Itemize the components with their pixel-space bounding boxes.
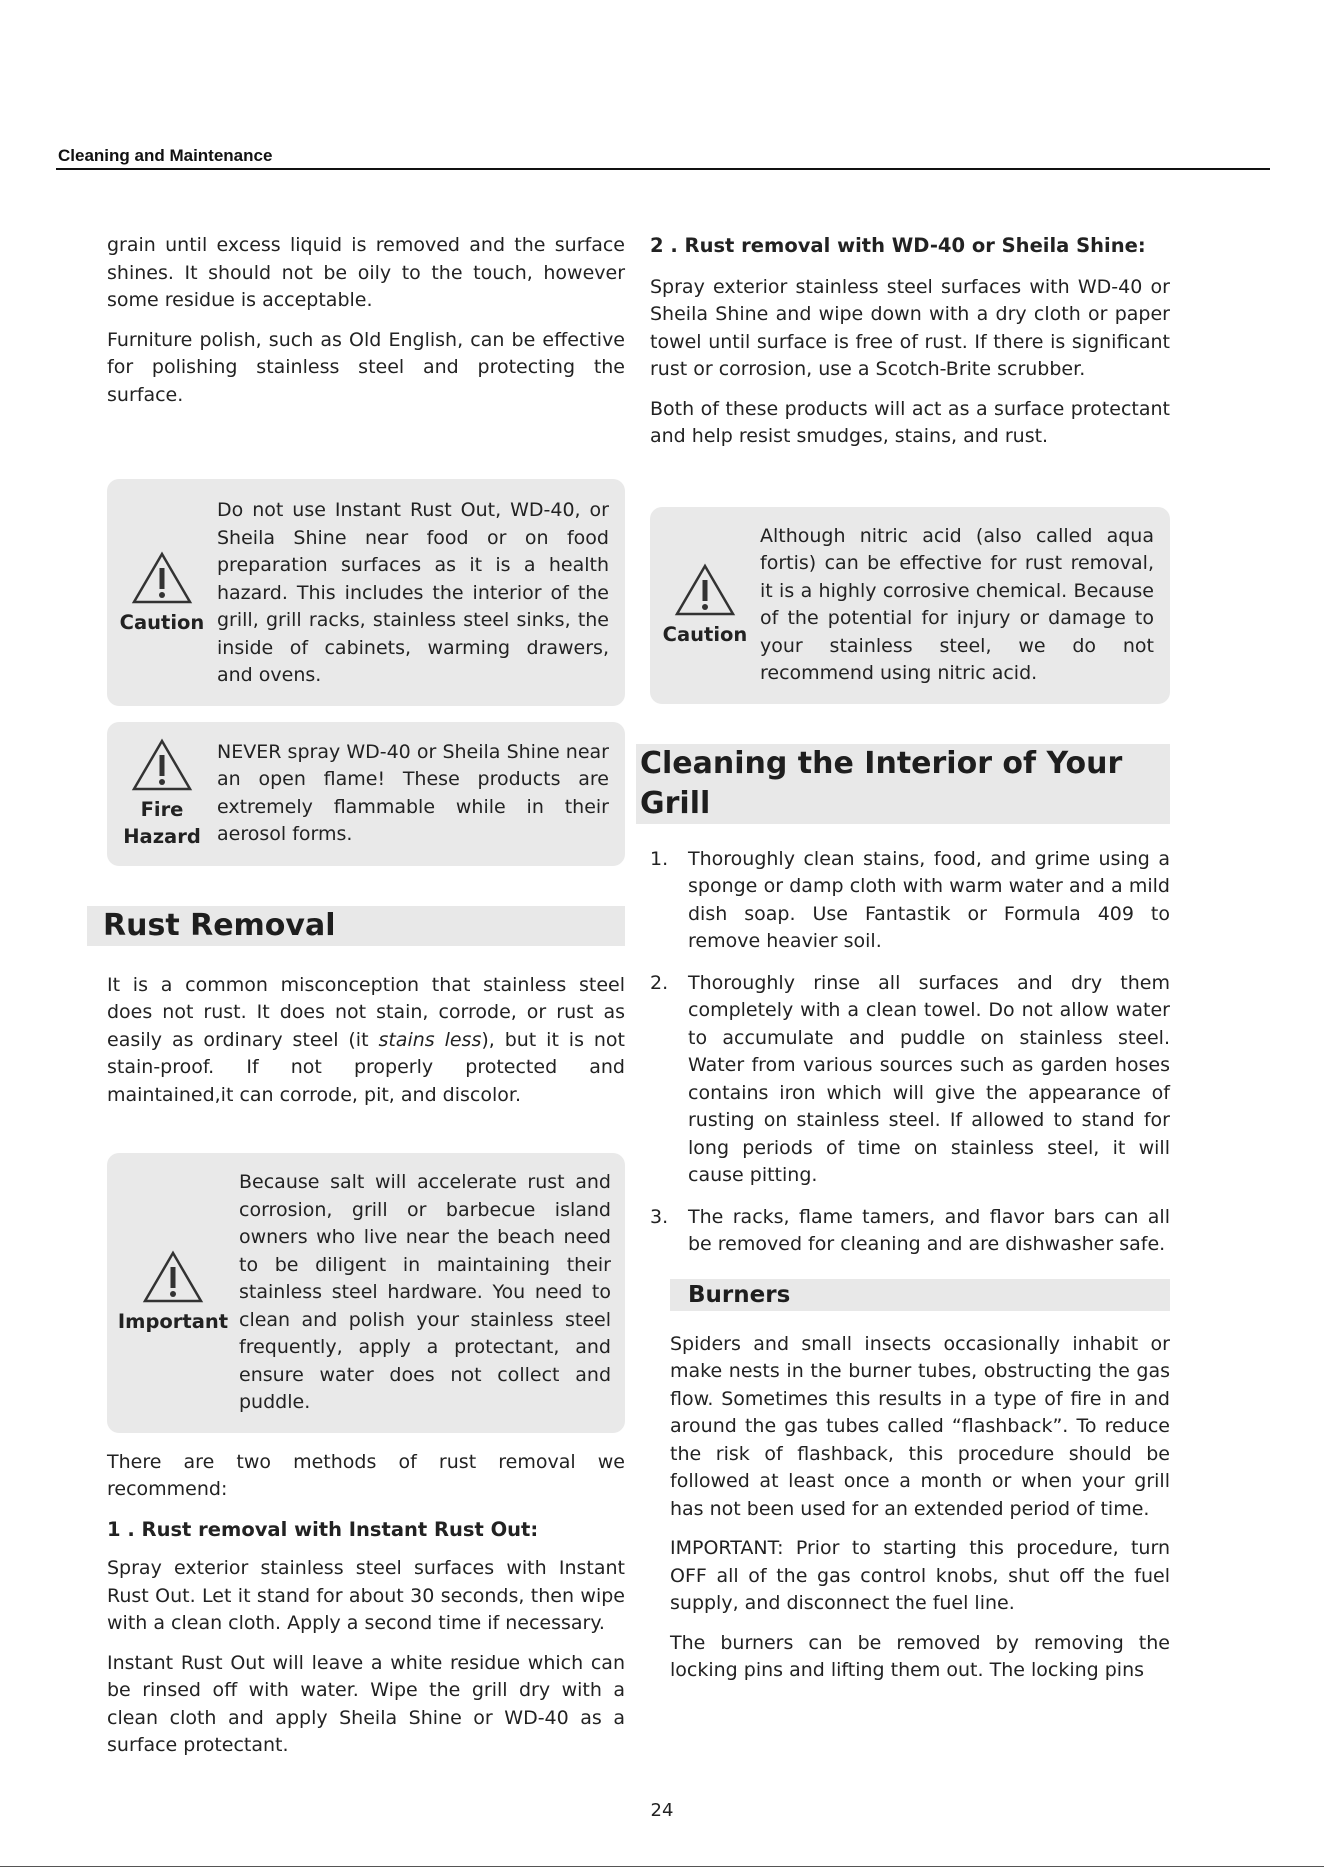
warning-triangle-icon: [674, 563, 736, 617]
caution-notice-food: [107, 479, 625, 706]
paragraph-burners-removal: The burners can be removed by removing the locking pins and lifting them out. The locking pins: [670, 1631, 1170, 1681]
fire-hazard-text: NEVER spray WD-40 or Sheila Shine near an open flame! These products are extremely flammable while in their aerosol forms.: [217, 740, 609, 845]
paragraph-grain: grain until excess liquid is removed and the surface shines. It should not be oily to the touch, however some residue is acceptable.: [107, 234, 625, 311]
list-item: 1. Thoroughly clean stains, food, and grime using a sponge or damp cloth with warm water and a mild dish soap. Use Fantastik or Formula 409 to remove heavier soil.: [650, 847, 1170, 952]
right-column: [640, 232, 1170, 1697]
interior-heading: Cleaning the Interior of Your Grill: [636, 744, 1170, 824]
important-text: Because salt will accelerate rust and corrosion, grill or barbecue island owners who live near the beach need to be diligent in maintaining their stainless steel hardware. You need to clean and polish your stainless steel frequently, apply a protectant, and ensure water does not collect and puddle.: [239, 1171, 611, 1413]
paragraph-method1-spray: Spray exterior stainless steel surfaces with Instant Rust Out. Let it stand for about 30 seconds, then wipe with a clean cloth. Apply a second time if necessary.: [107, 1557, 625, 1634]
method1-title: 1 . Rust removal with Instant Rust Out:: [107, 1517, 539, 1541]
paragraph-method1-residue: Instant Rust Out will leave a white residue which can be rinsed off with water. Wipe the grill dry with a clean cloth and apply Sheila Shine or WD-40 as a surface protectant.: [107, 1651, 625, 1756]
caution-label: Caution: [119, 610, 205, 634]
paragraph-misconception: It is a common misconception that stainless steel does not rust. It does not stain, corrode, or rust as easily as ordinary steel (it stains less), but it is not stain-proof. If not properly protected and maintained,it can corrode, pit, and discolor.: [107, 973, 625, 1106]
footer-rule: [0, 1866, 1324, 1867]
warning-triangle-icon: [131, 738, 193, 792]
paragraph-furniture-polish: Furniture polish, such as Old English, can be effective for polishing stainless steel and protecting the surface.: [107, 328, 625, 406]
warning-triangle-icon: [142, 1250, 204, 1304]
method2-title: 2 . Rust removal with WD-40 or Sheila Shine:: [650, 234, 1146, 257]
caution-text: Do not use Instant Rust Out, WD-40, or Sheila Shine near food or on food preparation surfaces as it is a health hazard. This includes the interior of the grill, grill racks, stainless steel sinks, the inside of cabinets, warming drawers, and ovens.: [217, 499, 609, 686]
fire-label: Fire: [140, 797, 184, 821]
paragraph-method2-protectant: Both of these products will act as a surface protectant and help resist smudges, stains, and rust.: [650, 397, 1170, 447]
header-rule: [56, 168, 1270, 170]
caution-nitric-text: Although nitric acid (also called aqua fortis) can be effective for rust removal, it is a highly corrosive chemical. Because of the potential for injury or damage to your stainless steel, we do not recommend using nitric acid.: [760, 524, 1154, 684]
rust-removal-heading: Rust Removal: [87, 906, 625, 946]
emphasis-stains-less: stains less: [378, 1028, 482, 1051]
list-item: 3. The racks, flame tamers, and flavor bars can all be removed for cleaning and are dishwasher safe.: [650, 1205, 1170, 1255]
caution-label: Caution: [662, 622, 748, 646]
page-number: 24: [650, 1800, 674, 1821]
important-label: Important: [117, 1310, 229, 1334]
paragraph-burners-spiders: Spiders and small insects occasionally inhabit or make nests in the burner tubes, obstructing the gas flow. Sometimes this results in a type of fire in and around the gas tubes called “flashback”. To reduce the risk of flashback, this procedure should be followed at least once a month or when your grill has not been used for an extended period of time.: [670, 1332, 1170, 1520]
fire-hazard-notice: [107, 722, 625, 866]
paragraph-burners-important: IMPORTANT: Prior to starting this procedure, turn OFF all of the gas control knobs, shut off the fuel supply, and disconnect the fuel line.: [670, 1537, 1170, 1614]
warning-triangle-icon: [131, 551, 193, 605]
left-column: [103, 232, 625, 1772]
paragraph-two-methods: There are two methods of rust removal we recommend:: [107, 1450, 625, 1500]
important-notice-salt: [107, 1153, 625, 1433]
burners-heading: Burners: [670, 1279, 1170, 1311]
caution-notice-nitric: [650, 507, 1170, 704]
interior-steps-list: [650, 846, 1170, 1259]
paragraph-method2-spray: Spray exterior stainless steel surfaces with WD-40 or Sheila Shine and wipe down with a dry cloth or paper towel until surface is free of rust. If there is significant rust or corrosion, use a Scotch-Brite scrubber.: [650, 275, 1170, 380]
section-header-title: Cleaning and Maintenance: [58, 146, 273, 165]
list-item: 2. Thoroughly rinse all surfaces and dry them completely with a clean towel. Do not allow water to accumulate and puddle on stainless steel. Water from various sources such as garden hoses contains iron which will give the appearance of rusting on stainless steel. If allowed to stand for long periods of time on stainless steel, it will cause pitting.: [650, 971, 1170, 1186]
hazard-label: Hazard: [123, 824, 201, 848]
